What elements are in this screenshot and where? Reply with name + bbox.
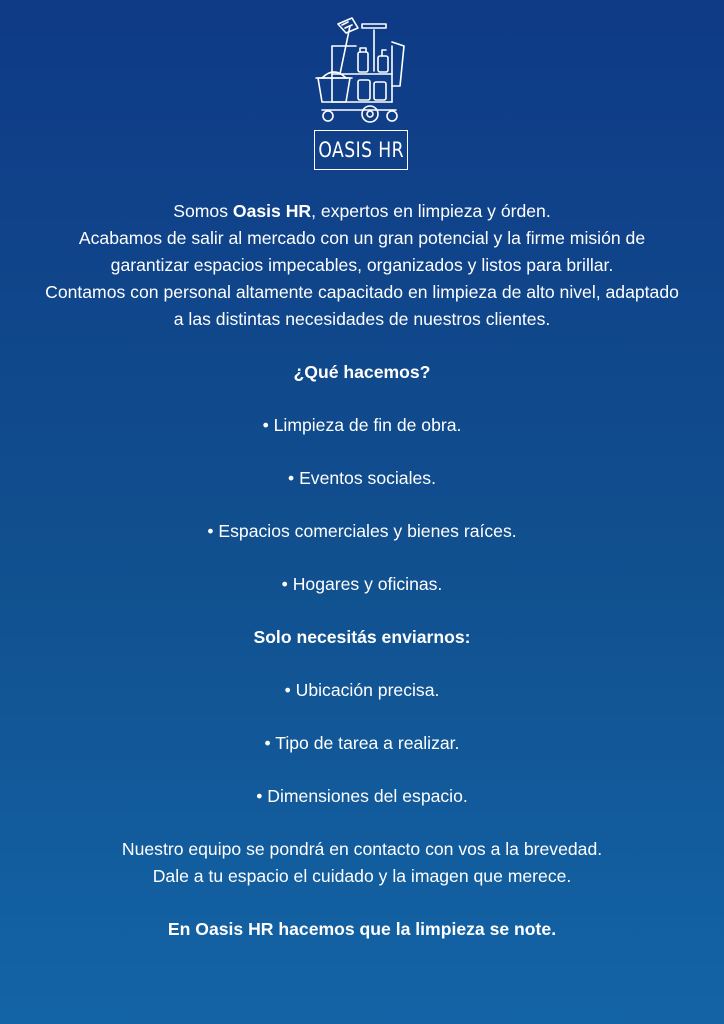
requirement-item: • Dimensiones del espacio. — [256, 786, 468, 806]
logo — [312, 16, 412, 162]
intro-line-suffix: , expertos en limpieza y órden. — [311, 201, 551, 221]
closing-tagline — [40, 916, 684, 943]
intro-line — [40, 198, 684, 225]
service-item: • Hogares y oficinas. — [281, 574, 443, 594]
logo-wordmark: OASIS HR — [318, 138, 404, 162]
services-heading — [40, 359, 684, 386]
closing-tagline-text: En Oasis HR hacemos que la limpieza se note. — [167, 919, 557, 939]
requirement-item: • Ubicación precisa. — [284, 680, 440, 700]
requirements-heading-text: Solo necesitás enviarnos: — [253, 627, 471, 647]
closing-contact-line: Nuestro equipo se pondrá en contacto con vos a la brevedad. — [121, 839, 603, 859]
service-item: • Eventos sociales. — [288, 468, 436, 488]
closing-care-line: Dale a tu espacio el cuidado y la imagen que merece. — [152, 866, 572, 886]
service-item: • Espacios comerciales y bienes raíces. — [207, 521, 517, 541]
intro-paragraph-staff: Contamos con personal altamente capacitado en limpieza de alto nivel, adaptado a las distintas necesidades de nuestros clientes. — [45, 282, 679, 329]
services-heading-text: ¿Qué hacemos? — [293, 362, 431, 382]
logo-wordmark-box — [314, 130, 408, 170]
intro-line-prefix: Somos — [173, 201, 233, 221]
flyer-content — [40, 198, 684, 943]
cleaning-cart-icon — [312, 16, 412, 128]
requirement-item: • Tipo de tarea a realizar. — [264, 733, 460, 753]
requirements-heading — [40, 624, 684, 651]
brand-name: Oasis HR — [232, 201, 312, 221]
intro-paragraph-mission: Acabamos de salir al mercado con un gran potencial y la firme misión de garantizar espacios impecables, organizados y listos para brillar. — [78, 228, 646, 275]
service-item: • Limpieza de fin de obra. — [262, 415, 462, 435]
